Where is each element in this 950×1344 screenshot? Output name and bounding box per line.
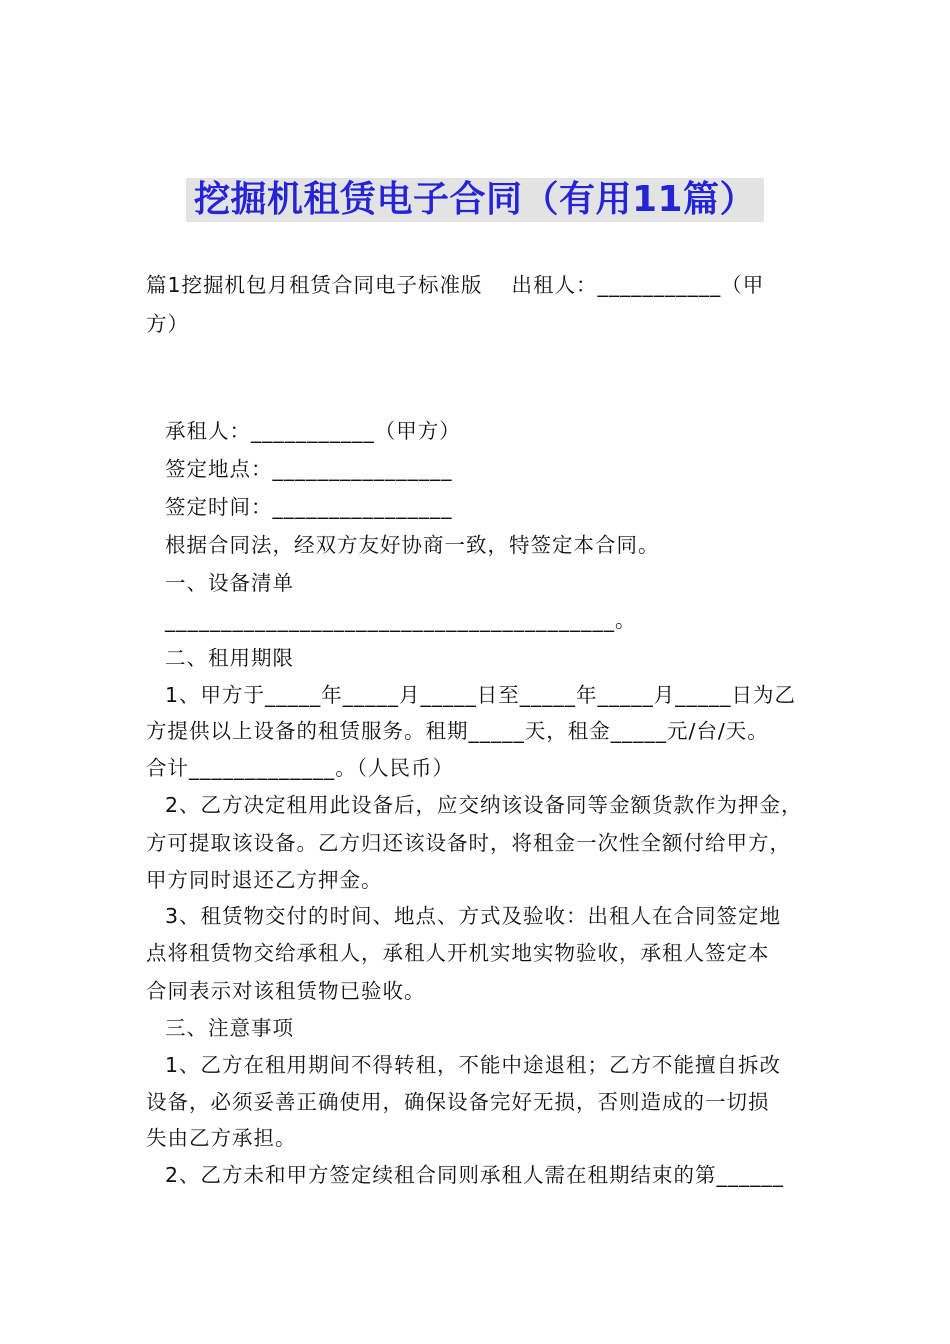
- text-line: 合计_____________。（人民币）: [146, 756, 454, 780]
- document-title: 挖掘机租赁电子合同（有用11篇）: [186, 178, 764, 222]
- text-line: 1、乙方在租用期间不得转租，不能中途退租；乙方不能擅自拆改: [165, 1053, 782, 1077]
- text-line: ________________________________________。: [165, 608, 637, 632]
- text-line: 设备，必须妥善正确使用，确保设备完好无损，否则造成的一切损: [146, 1090, 770, 1114]
- text-line: 失由乙方承担。: [146, 1126, 297, 1150]
- text-line: 2、乙方未和甲方签定续租合同则承租人需在租期结束的第______: [165, 1163, 785, 1187]
- text-line: 方可提取该设备。乙方归还该设备时，将租金一次性全额付给甲方，: [146, 831, 791, 855]
- text-line: 承租人：___________（甲方）: [165, 419, 461, 443]
- section-heading: 一、设备清单: [165, 571, 294, 595]
- text-line: 方提供以上设备的租赁服务。租期_____天，租金_____元/台/天。: [146, 719, 769, 743]
- text-line: 方）: [146, 312, 189, 336]
- text-line: 签定时间：________________: [165, 495, 453, 519]
- section-heading: 二、租用期限: [165, 646, 294, 670]
- text-line: 3、租赁物交付的时间、地点、方式及验收：出租人在合同签定地: [165, 904, 782, 928]
- text-line: 2、乙方决定租用此设备后，应交纳该设备同等金额货款作为押金，: [165, 793, 803, 817]
- text-line: 1、甲方于_____年_____月_____日至_____年_____月_____日为乙: [165, 683, 797, 707]
- title-container: [0, 178, 950, 222]
- section-heading: 三、注意事项: [165, 1016, 294, 1040]
- text-line: 甲方同时退还乙方押金。: [146, 868, 383, 892]
- text-line: 签定地点：________________: [165, 457, 453, 481]
- text-line: 篇1挖掘机包月租赁合同电子标准版 出租人：___________（甲: [146, 273, 765, 297]
- text-line: 根据合同法，经双方友好协商一致，特签定本合同。: [165, 533, 660, 557]
- text-line: 点将租赁物交给承租人，承租人开机实地实物验收，承租人签定本: [146, 941, 770, 965]
- text-line: 合同表示对该租赁物已验收。: [146, 979, 426, 1003]
